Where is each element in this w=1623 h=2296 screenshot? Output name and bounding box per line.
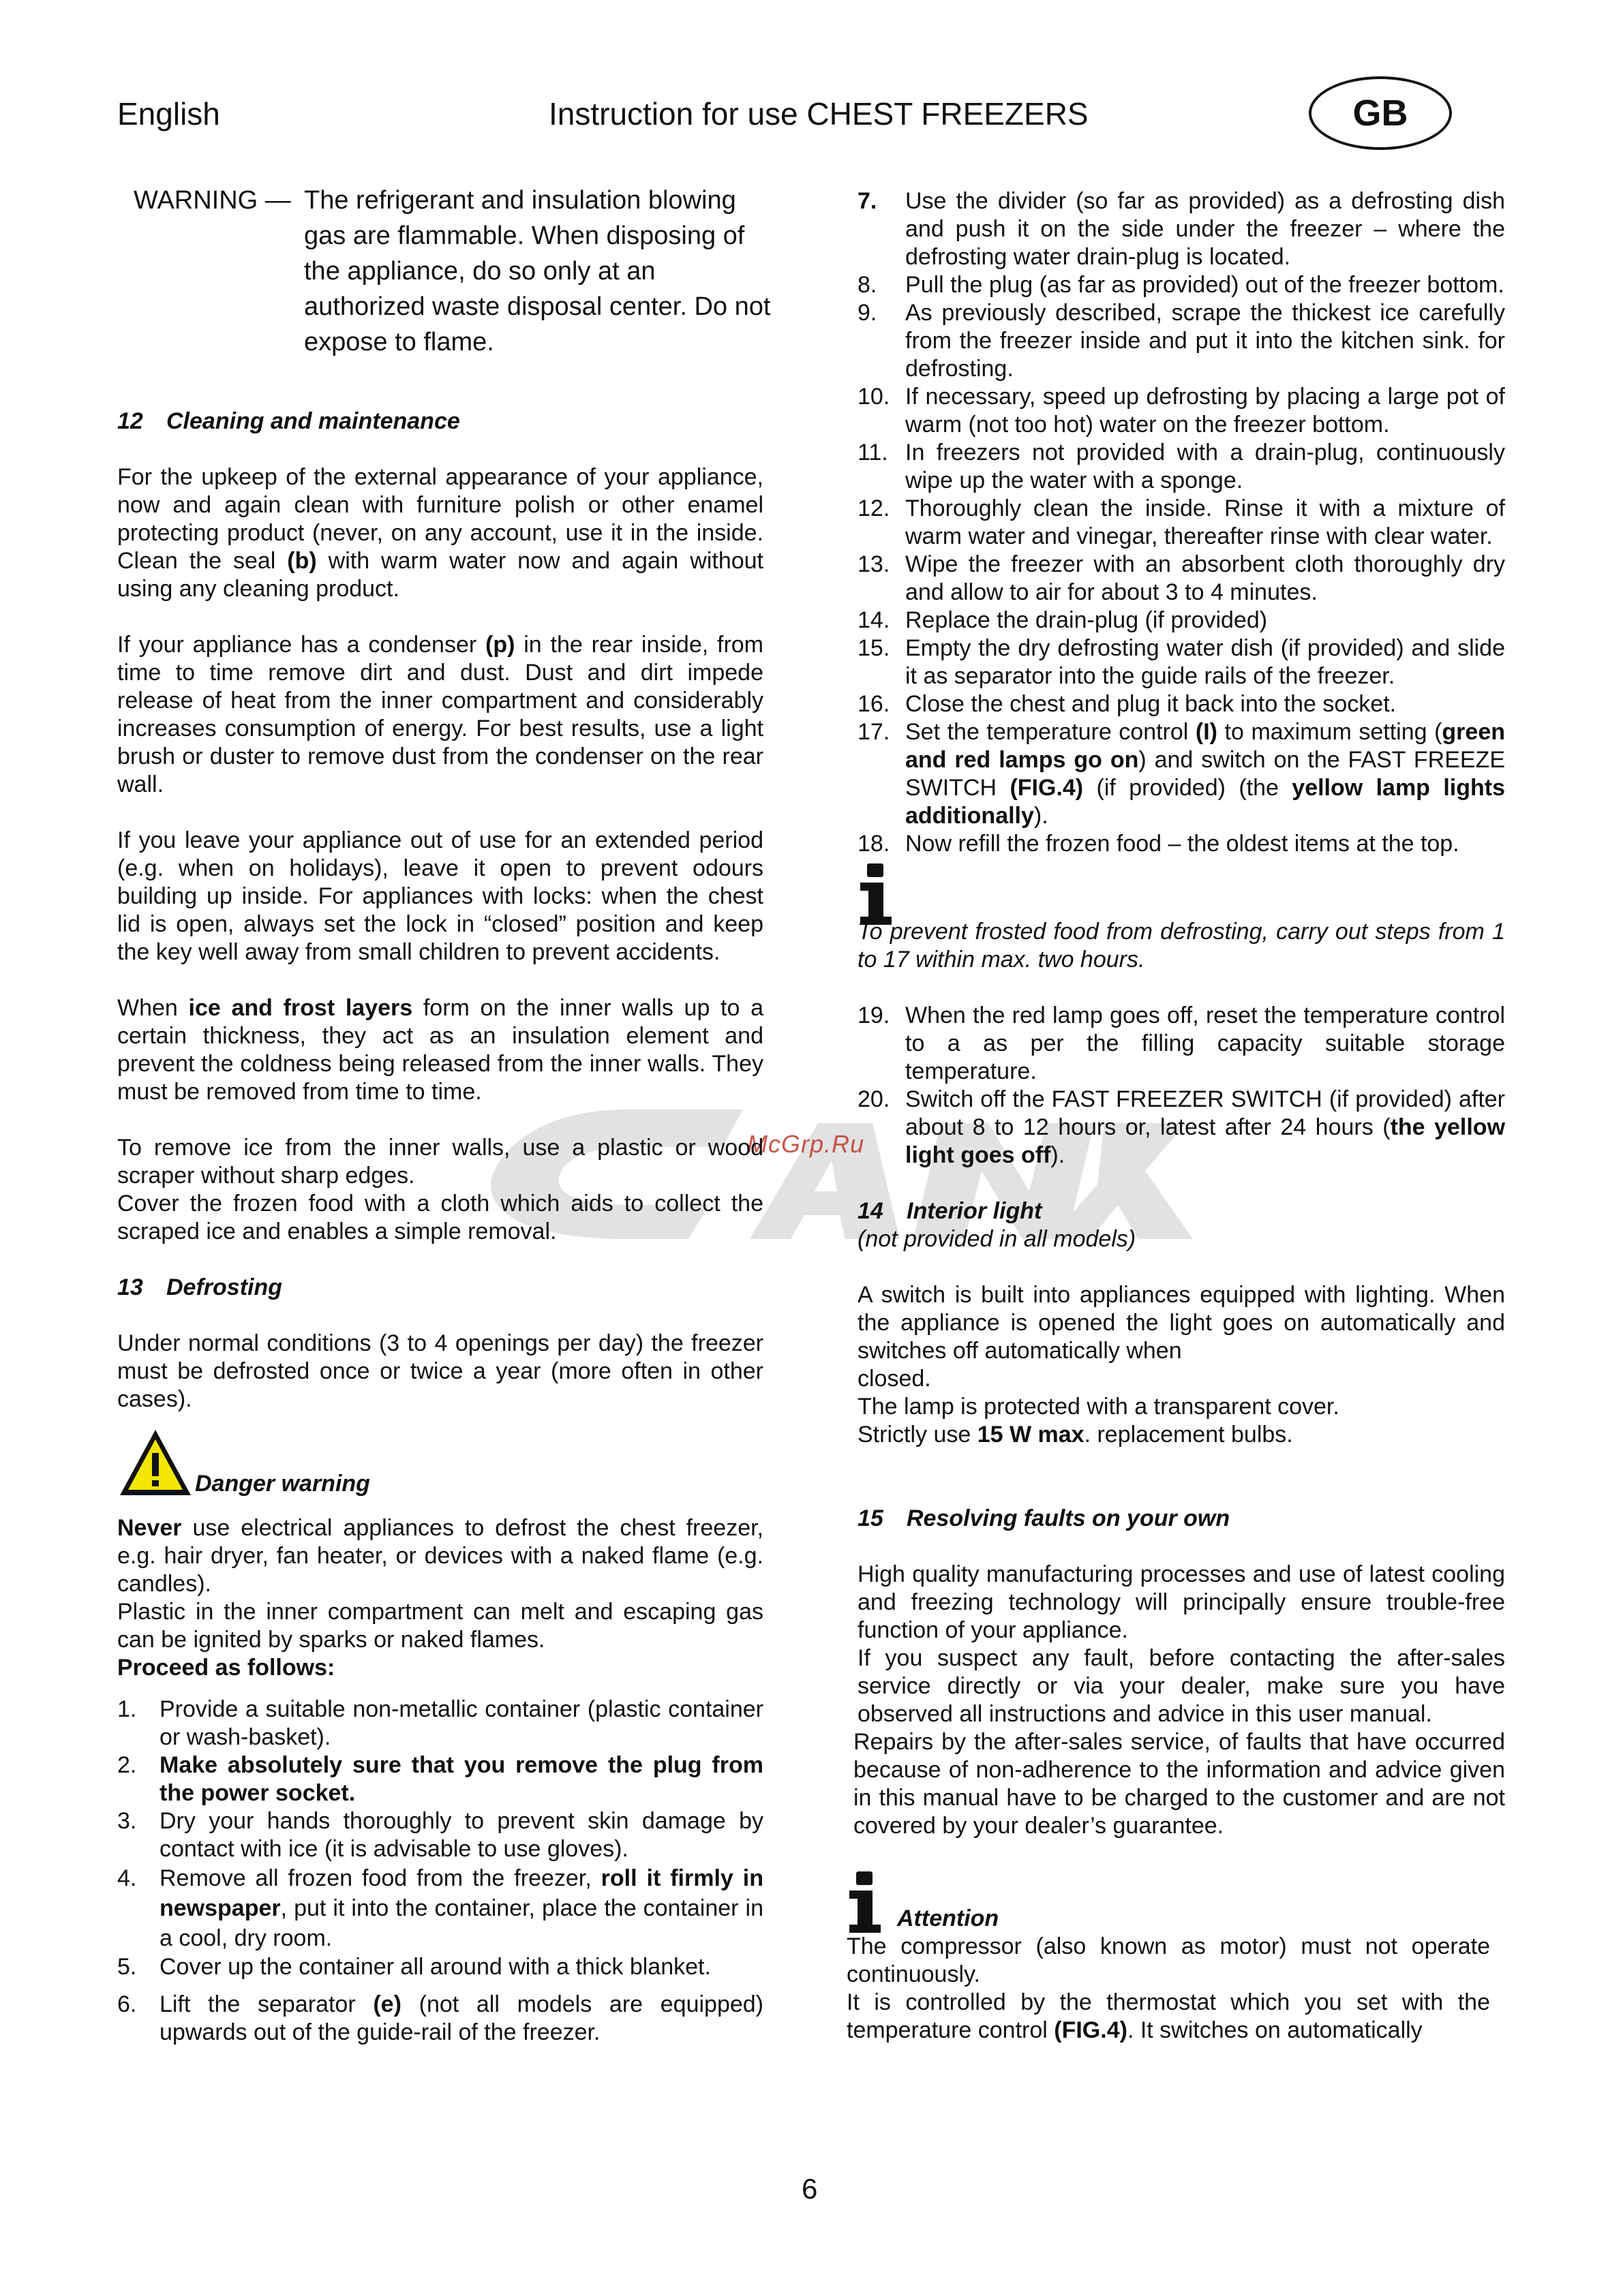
list-item: 19. When the red lamp goes off, reset the temperature control to a as per the filling capacity suitable storage temperature.: [858, 1002, 1505, 1084]
list-item: 11. In freezers not provided with a drain-plug, continuously wipe up the water with a sponge.: [858, 440, 1505, 493]
paragraph-light-switch: A switch is built into appliances equipped with lighting. When the appliance is opened the light goes on automatically and switches off automatically when: [858, 1282, 1505, 1364]
left-column: [117, 183, 771, 2047]
section-title: Defrosting: [166, 1274, 282, 1300]
list-item: 10. If necessary, speed up defrosting by placing a large pot of warm (not too hot) water on the freezer bottom.: [858, 384, 1505, 438]
section-number: 12: [117, 408, 143, 434]
paragraph-defrost-conditions: Under normal conditions (3 to 4 openings per day) the freezer must be defrosted once or twice a year (more often in other cases).: [117, 1330, 763, 1412]
info-note-row: [858, 863, 1505, 925]
defrost-steps-list-left: [117, 1696, 763, 2047]
list-item: 14. Replace the drain-plug (if provided): [858, 607, 1268, 633]
section-14-subtitle: (not provided in all models): [858, 1226, 1136, 1252]
paragraph-never: Never use electrical appliances to defrost the chest freezer, e.g. hair dryer, fan heater, or devices with a naked flame (e.g. candles).: [117, 1515, 763, 1597]
section-12-heading: [117, 408, 763, 435]
info-icon: [858, 863, 894, 925]
section-title: Resolving faults on your own: [907, 1505, 1230, 1531]
header-title: Instruction for use CHEST FREEZERS: [549, 96, 1089, 132]
list-item: 7. Use the divider (so far as provided) as a defrosting dish and push it on the side under the freezer – where the defrosting water drain-plug is located.: [858, 188, 1505, 270]
defrost-steps-list-right-2: [858, 1002, 1505, 1169]
danger-triangle-icon: [117, 1427, 194, 1498]
paragraph-condenser: If your appliance has a condenser (p) in the rear inside, from time to time remove dirt and dust. Dust and dirt impede release of heat from the inner compartment and considerably increases consumption of energy. For best results, use a light brush or duster to remove dust from the condenser on the rear wall.: [117, 632, 764, 797]
proceed-label: Proceed as follows:: [117, 1655, 335, 1681]
list-item: 5. Cover up the container all around with a thick blanket.: [117, 1954, 711, 1980]
section-title: Cleaning and maintenance: [166, 408, 460, 434]
section-number: 13: [117, 1274, 143, 1300]
list-item: 20. Switch off the FAST FREEZER SWITCH (if provided) after about 8 to 12 hours or, latest after 24 hours (the yellow light goes off).: [858, 1086, 1506, 1168]
defrost-steps-list-right: [858, 187, 1505, 858]
section-13-heading: [117, 1274, 763, 1302]
country-badge: GB: [1309, 76, 1452, 150]
list-item: 8. Pull the plug (as far as provided) out of the freezer bottom.: [858, 272, 1504, 298]
paragraph-plastic: Plastic in the inner compartment can melt and escaping gas can be ignited by sparks or naked flames.: [117, 1599, 763, 1653]
paragraph-quality: High quality manufacturing processes and use of latest cooling and freezing technology will principally ensure trouble-free function of your appliance.: [858, 1561, 1505, 1643]
header-language: English: [117, 96, 220, 132]
list-item: 3. Dry your hands thoroughly to prevent skin damage by contact with ice (it is advisable to use gloves).: [117, 1808, 763, 1862]
right-column: [847, 187, 1506, 2045]
list-item: 18. Now refill the frozen food – the oldest items at the top.: [858, 831, 1459, 857]
paragraph-suspect-fault: If you suspect any fault, before contacting the after-sales service directly or via your dealer, make sure you have observed all instructions and advice in this user manual.: [858, 1645, 1505, 1727]
danger-warning-label: Danger warning: [195, 1471, 370, 1497]
paragraph-lamp-cover: The lamp is protected with a transparent cover.: [858, 1394, 1339, 1420]
list-item: 13. Wipe the freezer with an absorbent cloth thoroughly dry and allow to air for about 3 to 4 minutes.: [858, 551, 1505, 605]
section-number: 15: [858, 1505, 883, 1531]
list-item: 16. Close the chest and plug it back into the socket.: [858, 691, 1397, 717]
section-title: Interior light: [907, 1198, 1042, 1224]
paragraph-bulbs: Strictly use 15 W max. replacement bulbs.: [858, 1422, 1293, 1448]
flammable-warning: [134, 183, 771, 360]
paragraph-ice-layers: When ice and frost layers form on the inner walls up to a certain thickness, they act as an insulation element and prevent the coldness being released from the inner walls. They must be removed from time to time.: [117, 995, 763, 1105]
page-number: 6: [802, 2173, 818, 2205]
info-note-text: To prevent frosted food from defrosting, carry out steps from 1 to 17 within max. two hours.: [858, 919, 1505, 973]
paragraph-upkeep: For the upkeep of the external appearance of your appliance, now and again clean with furniture polish or other enamel protecting product (never, on any account, use it in the inside. Clean the seal (b) with warm water now and again without using any cleaning product.: [117, 464, 764, 602]
list-item: 6. Lift the separator (e) (not all models are equipped) upwards out of the guide-rail of the freezer.: [117, 1991, 763, 2045]
paragraph-remove-ice: To remove ice from the inner walls, use a plastic or wood scraper without sharp edges.: [117, 1135, 763, 1189]
watermark-text: McGrp.Ru: [747, 1130, 865, 1158]
attention-label: Attention: [897, 1905, 999, 1931]
section-15-heading: [858, 1505, 1505, 1533]
paragraph-compressor: The compressor (also known as motor) must not operate continuously.: [847, 1933, 1490, 1987]
attention-row: [847, 1871, 1505, 1933]
list-item: 2. Make absolutely sure that you remove the plug from the power socket.: [117, 1752, 763, 1806]
info-icon: [847, 1871, 883, 1933]
list-item: 15. Empty the dry defrosting water dish (if provided) and slide it as separator into the guide rails of the freezer.: [858, 635, 1505, 689]
list-item: 9. As previously described, scrape the thickest ice carefully from the freezer inside and put it into the kitchen sink. for defrosting.: [858, 300, 1505, 382]
warning-lead: WARNING —: [134, 186, 291, 215]
paragraph-out-of-use: If you leave your appliance out of use for an extended period (e.g. when on holidays), leave it open to prevent odours building up inside. For appliances with locks: when the chest lid is open, always set the lock in “closed” position and keep the key well away from small children to prevent accidents.: [117, 827, 763, 965]
danger-warning-row: [117, 1427, 763, 1498]
paragraph-light-closed: closed.: [858, 1366, 931, 1392]
warning-text: The refrigerant and insulation blowing gas are flammable. When disposing of the appliance, do so only at an authorized waste disposal center. Do not expose to flame.: [304, 186, 771, 356]
list-item: 1. Provide a suitable non-metallic container (plastic container or wash-basket).: [117, 1696, 763, 1750]
paragraph-repairs: Repairs by the after-sales service, of faults that have occurred because of non-adherence to the information and advice given in this manual have to be charged to the customer and are not covered by your dealer’s guarantee.: [853, 1729, 1505, 1839]
list-item: 12. Thoroughly clean the inside. Rinse it with a mixture of warm water and vinegar, thereafter rinse with clear water.: [858, 495, 1505, 549]
paragraph-cover-food: Cover the frozen food with a cloth which aids to collect the scraped ice and enables a simple removal.: [117, 1191, 763, 1244]
list-item: 17. Set the temperature control (I) to maximum setting (green and red lamps go on) and switch on the FAST FREEZE SWITCH (FIG.4) (if provided) (the yellow lamp lights additionally).: [858, 719, 1505, 829]
paragraph-thermostat: It is controlled by the thermostat which you set with the temperature control (FIG.4). It switches on automatically: [847, 1989, 1490, 2043]
section-14-heading: [858, 1197, 1505, 1225]
list-item: 4. Remove all frozen food from the freezer, roll it firmly in newspaper, put it into the container, place the container in a cool, dry room.: [117, 1865, 763, 1951]
section-number: 14: [858, 1198, 883, 1224]
